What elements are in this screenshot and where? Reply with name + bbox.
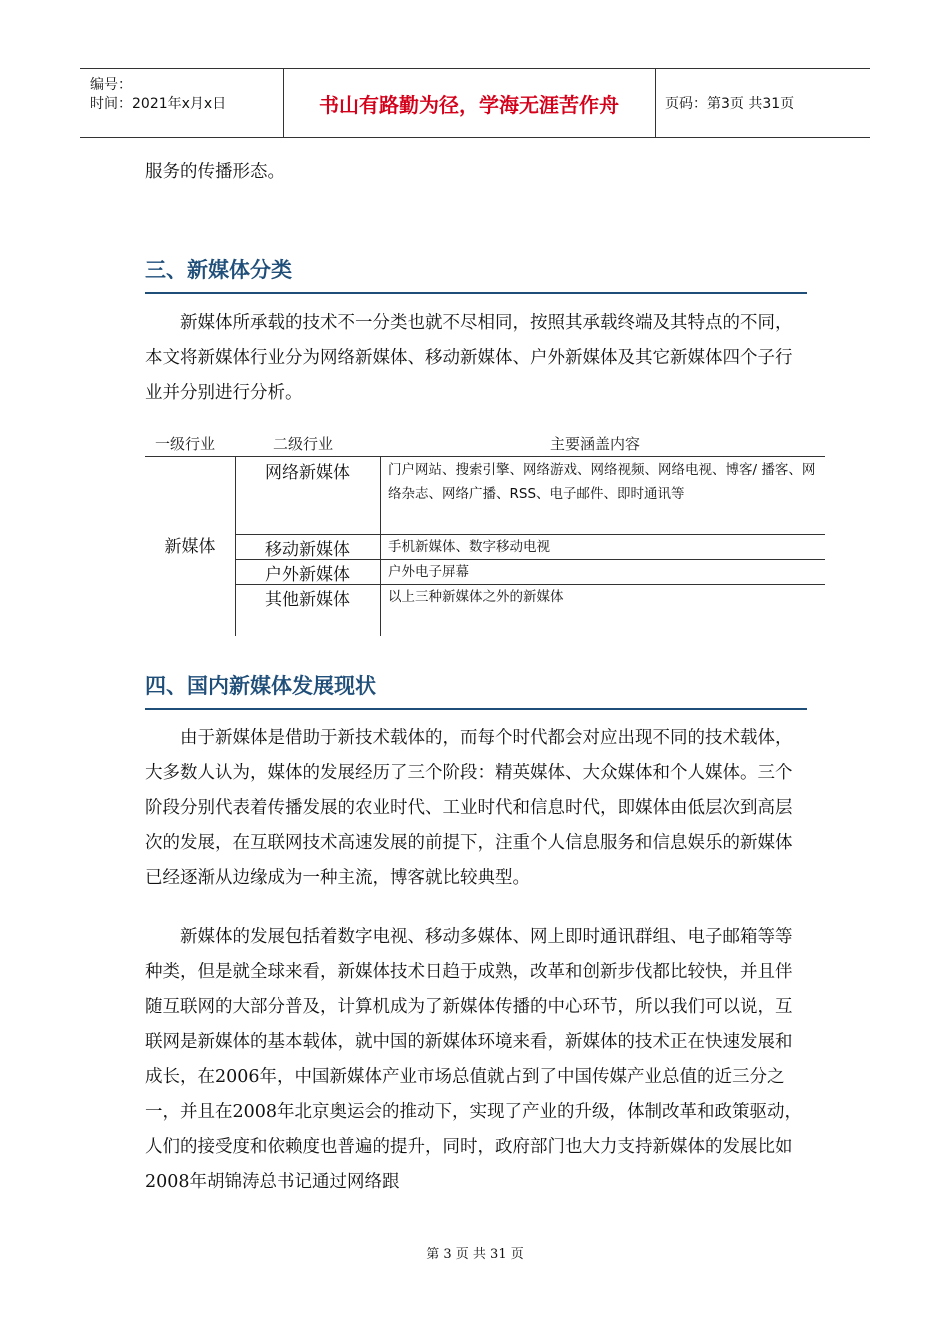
table-header-content: 主要涵盖内容: [550, 435, 641, 453]
section-4-paragraph-2: 新媒体的发展包括着数字电视、移动多媒体、网上即时通讯群组、电子邮箱等等种类，但是就全球来看，新媒体技术日趋于成熟，改革和创新步伐都比较快，并且伴随互联网的大部分普及，计算机成为了新媒体传播的中心环节，所以我们可以说，互联网是新媒体的基本载体，就中国的新媒体环境来看，新媒体的技术正在快速发展和成长，在2006年，中国新媒体产业市场总值就占到了中国传媒产业总值的近三分之一，并且在2008年北京奥运会的推动下，实现了产业的升级，体制改革和政策驱动，人们的接受度和依赖度也普遍的提升，同时，政府部门也大力支持新媒体的发展比如2008年胡锦涛总书记通过网络跟: [145, 927, 803, 1192]
document-number-label: 编号：: [90, 77, 132, 93]
page-header: [80, 68, 870, 138]
table-content-cell: 户外电子屏幕: [388, 564, 469, 580]
table-sub-category: 网络新媒体: [265, 463, 350, 483]
table-content-cell: 门户网站、搜索引擎、网络游戏、网络视频、网络电视、博客/ 播客、网络杂志、网络广播、RSS、电子邮件、即时通讯等: [388, 462, 816, 502]
table-sub-category: 其他新媒体: [265, 590, 350, 610]
table-category-cell: 新媒体: [164, 536, 216, 557]
section-3-paragraph: 新媒体所承载的技术不一分类也就不尽相同，按照其承载终端及其特点的不同，本文将新媒体行业分为网络新媒体、移动新媒体、户外新媒体及其它新媒体四个子行业并分别进行分析。: [145, 313, 793, 403]
table-content-cell: 以上三种新媒体之外的新媒体: [388, 589, 564, 605]
table-header-level2: 二级行业: [273, 435, 334, 453]
table-content-cell: 手机新媒体、数字移动电视: [388, 539, 550, 555]
header-page-info: 页码：第3页 共31页: [665, 96, 795, 112]
table-sub-category: 移动新媒体: [265, 540, 350, 560]
intro-tail-text: 服务的传播形态。: [145, 162, 285, 182]
header-meta: [80, 69, 284, 137]
section-3-heading: 三、新媒体分类: [145, 254, 807, 294]
table-header-level1: 一级行业: [155, 435, 216, 453]
document-date-label: 时间：2021年x月x日: [90, 96, 227, 112]
header-motto-cell: [283, 69, 656, 137]
table-sub-category: 户外新媒体: [265, 565, 350, 585]
table-column-divider: [380, 456, 381, 636]
section-4-heading: 四、国内新媒体发展现状: [145, 670, 807, 710]
section-4-paragraph-1: 由于新媒体是借助于新技术载体的，而每个时代都会对应出现不同的技术载体，大多数人认为，媒体的发展经历了三个阶段：精英媒体、大众媒体和个人媒体。三个阶段分别代表着传播发展的农业时代、工业时代和信息时代，即媒体由低层次到高层次的发展，在互联网技术高速发展的前提下，注重个人信息服务和信息娱乐的新媒体已经逐渐从边缘成为一种主流，博客就比较典型。: [145, 728, 793, 888]
header-motto: 书山有路勤为径，学海无涯苦作舟: [319, 92, 619, 117]
table-header-divider: [145, 456, 825, 457]
page-footer: 第 3 页 共 31 页: [426, 1247, 524, 1262]
